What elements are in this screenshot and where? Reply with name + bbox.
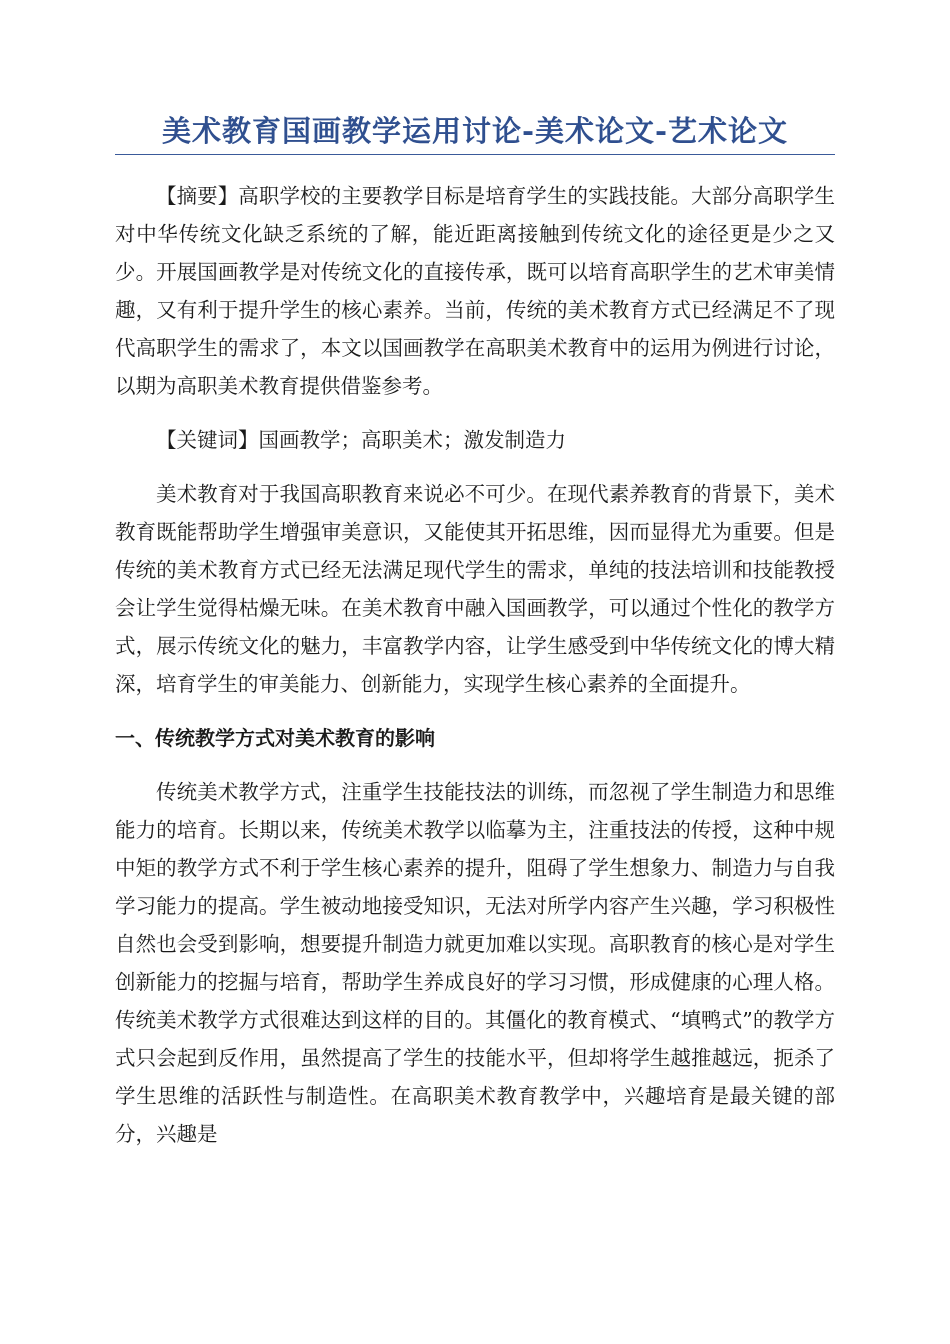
abstract-paragraph: 【摘要】高职学校的主要教学目标是培育学生的实践技能。大部分高职学生对中华传统文化缺乏系统的了解，能近距离接触到传统文化的途径更是少之又少。开展国画教学是对传统文化的直接传承，既可以培育高职学生的艺术审美情趣，又有利于提升学生的核心素养。当前，传统的美术教育方式已经满足不了现代高职学生的需求了，本文以国画教学在高职美术教育中的运用为例进行讨论，以期为高职美术教育提供借鉴参考。 — [115, 184, 835, 398]
section-body-paragraph: 传统美术教学方式，注重学生技能技法的训练，而忽视了学生制造力和思维能力的培育。长期以来，传统美术教学以临摹为主，注重技法的传授，这种中规中矩的教学方式不利于学生核心素养的提升，阻碍了学生想象力、制造力与自我学习能力的提高。学生被动地接受知识，无法对所学内容产生兴趣，学习积极性自然也会受到影响，想要提升制造力就更加难以实现。高职教育的核心是对学生创新能力的挖掘与培育，帮助学生养成良好的学习习惯，形成健康的心理人格。传统美术教学方式很难达到这样的目的。其僵化的教育模式、“填鸭式”的教学方式只会起到反作用，虽然提高了学生的技能水平，但却将学生越推越远，扼杀了学生思维的活跃性与制造性。在高职美术教育教学中，兴趣培育是最关键的部分，兴趣是 — [115, 780, 835, 1146]
document-page — [115, 110, 835, 1153]
intro-paragraph: 美术教育对于我国高职教育来说必不可少。在现代素养教育的背景下，美术教育既能帮助学生增强审美意识，又能使其开拓思维，因而显得尤为重要。但是传统的美术教育方式已经无法满足现代学生的需求，单纯的技法培训和技能教授会让学生觉得枯燥无味。在美术教育中融入国画教学，可以通过个性化的教学方式，展示传统文化的魅力，丰富教学内容，让学生感受到中华传统文化的博大精深，培育学生的审美能力、创新能力，实现学生核心素养的全面提升。 — [115, 482, 835, 696]
keywords-paragraph: 【关键词】国画教学；高职美术；激发制造力 — [156, 428, 566, 452]
document-title: 美术教育国画教学运用讨论-美术论文-艺术论文 — [115, 110, 835, 155]
section-heading: 一、传统教学方式对美术教育的影响 — [115, 726, 435, 750]
